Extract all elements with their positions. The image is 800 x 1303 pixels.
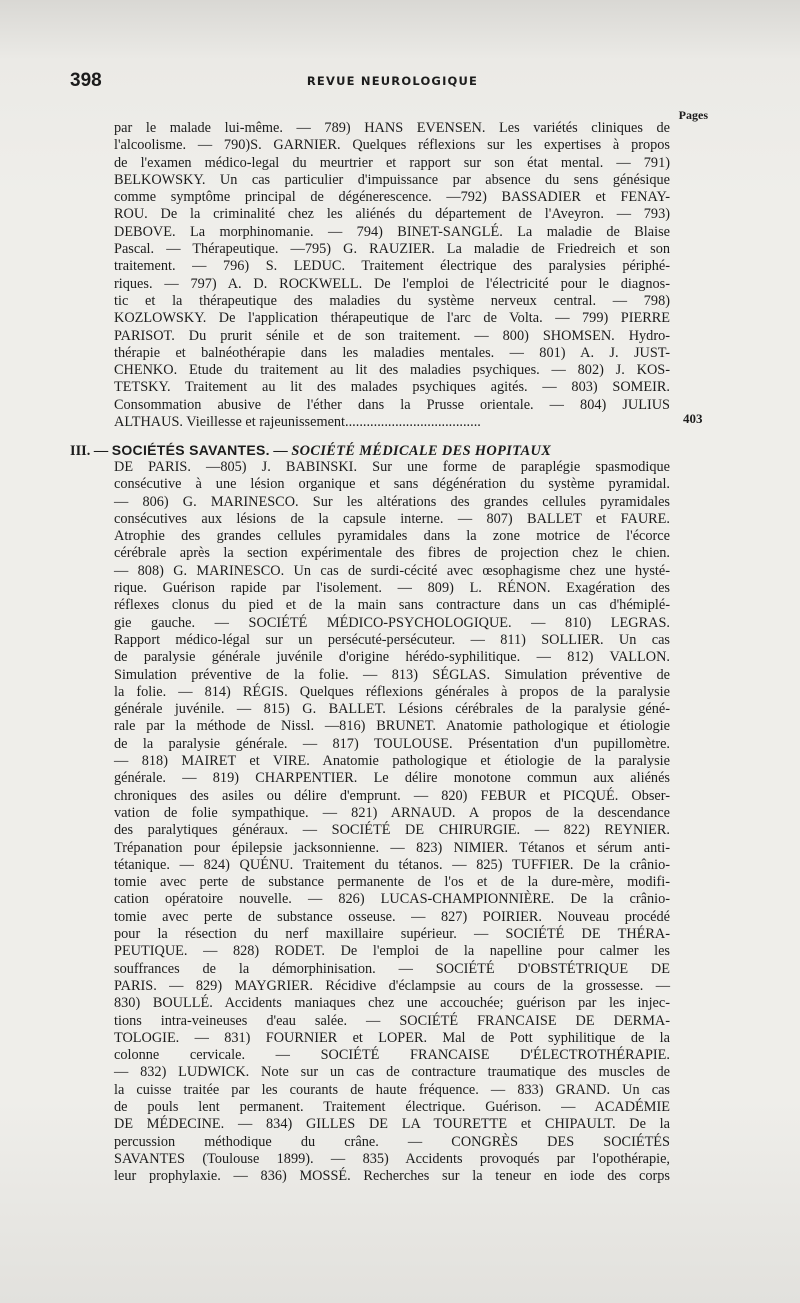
text-line: DE MÉDECINE. — 834) GILLES DE LA TOURETTE et CHIPAULT. De la (114, 1116, 670, 1133)
text-line: de paralysie générale juvénile d'origine hérédo-syphilitique. — 812) VALLON. (114, 649, 670, 666)
text-line: pour la résection du nerf maxillaire supérieur. — SOCIÉTÉ DE THÉRA- (114, 926, 670, 943)
text-line: — 832) LUDWICK. Note sur un cas de contracture traumatique des muscles de (114, 1064, 670, 1081)
text-line: rale par la méthode de Nissl. —816) BRUNET. Anatomie pathologique et étiologie (114, 718, 670, 735)
text-line: consécutives aux lésions de la capsule interne. — 807) BALLET et FAURE. (114, 510, 670, 527)
text-line: gie gauche. — SOCIÉTÉ MÉDICO-PSYCHOLOGIQUE. — 810) LEGRAS. (114, 614, 670, 631)
text-line: Trépanation pour épilepsie jacksonnienne. — 823) NIMIER. Tétanos et sérum anti- (114, 839, 670, 856)
text-line: cation opératoire nouvelle. — 826) LUCAS-CHAMPIONNIÈRE. De la crânio- (114, 891, 670, 908)
section-dash: — (269, 443, 292, 459)
text-line: thérapie et balnéothérapie dans les maladies mentales. — 801) A. J. JUST- (114, 344, 670, 361)
text-line: PEUTIQUE. — 828) RODET. De l'emploi de la napelline pour calmer les (114, 943, 670, 960)
text-line: PARISOT. Du prurit sénile et de son traitement. — 800) SHOMSEN. Hydro- (114, 327, 670, 344)
text-line: — 818) MAIRET et VIRE. Anatomie pathologique et étiologie de la paralysie (114, 753, 670, 770)
text-line: SAVANTES (Toulouse 1899). — 835) Accidents provoqués par l'opothérapie, (114, 1150, 670, 1167)
text-line: tomie avec perte de substance permanente de l'os et de la dure-mère, modifi- (114, 874, 670, 891)
text-line: cérébrale après la section expérimentale des fibres de projection chez le chien. (114, 545, 670, 562)
text-line: générale juvénile. — 815) G. BALLET. Lésions cérébrales de la paralysie géné- (114, 701, 670, 718)
contents-block-societes (114, 459, 670, 1185)
text-line: ROU. De la criminalité chez les aliénés du département de l'Aveyron. — 793) (114, 206, 670, 223)
page-number: 398 (70, 70, 102, 91)
text-line: Consommation abusive de l'éther dans la Prusse orientale. — 804) JULIUS (114, 396, 670, 413)
text-line: tions intra-veineuses d'eau salée. — SOCIÉTÉ FRANCAISE DE DERMA- (114, 1012, 670, 1029)
text-line: DEBOVE. La morphinomanie. — 794) BINET-SANGLÉ. La maladie de Blaise (114, 223, 670, 240)
text-line: KOZLOWSKY. De l'application thérapeutique de l'arc de Volta. — 799) PIERRE (114, 310, 670, 327)
text-line: souffrances de la démorphinisation. — SOCIÉTÉ D'OBSTÉTRIQUE DE (114, 960, 670, 977)
text-line: Simulation préventive de la folie. — 813) SÉGLAS. Simulation préventive de (114, 666, 670, 683)
text-line: de pouls lent permanent. Traitement électrique. Guérison. — ACADÉMIE (114, 1098, 670, 1115)
text-line: TETSKY. Traitement au lit des malades psychiques agités. — 803) SOMEIR. (114, 379, 670, 396)
section-title: SOCIÉTÉS SAVANTES. (111, 442, 270, 458)
running-head: REVUE NEUROLOGIQUE (306, 74, 479, 88)
text-line: tomie avec perte de substance osseuse. — 827) POIRIER. Nouveau procédé (114, 908, 670, 925)
text-line: de l'examen médico-legal du meurtrier et rapport sur son état mental. — 791) (114, 154, 670, 171)
text-line: de la paralysie générale. — 817) TOULOUSE. Présentation d'un pupillomètre. (114, 735, 670, 752)
pages-column-label: Pages (678, 108, 708, 122)
text-line: leur prophylaxie. — 836) MOSSÉ. Recherches sur la teneur en iode des corps (114, 1168, 670, 1185)
text-line: réflexes clonus du pied et de la main sans contracture dans un cas d'hémiplé- (114, 597, 670, 614)
page-reference: 403 (683, 411, 703, 426)
text-line: colonne cervicale. — SOCIÉTÉ FRANCAISE D'ÉLECTROTHÉRAPIE. (114, 1047, 670, 1064)
text-line: la cuisse traitée par les courants de haute fréquence. — 833) GRAND. Un cas (114, 1081, 670, 1098)
text-line: traitement. — 796) S. LEDUC. Traitement électrique des paralysies périphé- (114, 258, 670, 275)
text-line: tic et la thérapeutique des maladies du système nerveux central. — 798) (114, 292, 670, 309)
text-line: des paralytiques généraux. — SOCIÉTÉ DE CHIRURGIE. — 822) REYNIER. (114, 822, 670, 839)
text-line: BELKOWSKY. Un cas particulier d'impuissance par absence du sens génésique (114, 171, 670, 188)
text-line: — 808) G. MARINESCO. Un cas de surdi-cécité avec œsophagisme chez une hysté- (114, 562, 670, 579)
text-line: vation de folie sympathique. — 821) ARNAUD. A propos de la descendance (114, 804, 670, 821)
text-line: — 806) G. MARINESCO. Sur les altérations des grandes cellules pyramidales (114, 493, 670, 510)
text-line: l'alcoolisme. — 790)S. GARNIER. Quelques réflexions sur les expertises à propos (114, 137, 670, 154)
text-line: percussion méthodique du crâne. — CONGRÈS DES SOCIÉTÉS (114, 1133, 670, 1150)
text-line: Rapport médico-légal sur un persécuté-persécuteur. — 811) SOLLIER. Un cas (114, 631, 670, 648)
contents-block-therapeutique (114, 120, 670, 431)
text-line: PARIS. — 829) MAYGRIER. Récidive d'éclampsie au cours de la grossesse. — (114, 977, 670, 994)
text-line: comme symptôme principal de dégénerescence. —792) BASSADIER et FENAY- (114, 189, 670, 206)
text-line: riques. — 797) A. D. ROCKWELL. De l'emploi de l'électricité pour le diagnos- (114, 275, 670, 292)
society-name: SOCIÉTÉ MÉDICALE DES HOPITAUX (291, 443, 552, 459)
text-line: ALTHAUS. Vieillesse et rajeunissement...................................... (114, 414, 481, 431)
text-line: consécutive à une lésion organique et sans dégénération du système pyramidal. (114, 476, 670, 493)
text-line: tétanique. — 824) QUÉNU. Traitement du tétanos. — 825) TUFFIER. De la crânio- (114, 856, 670, 873)
text-line: CHENKO. Etude du traitement au lit des maladies psychiques. — 802) J. KOS- (114, 362, 670, 379)
text-line: par le malade lui-même. — 789) HANS EVENSEN. Les variétés cliniques de (114, 120, 670, 136)
text-line: 830) BOULLÉ. Accidents maniaques chez une accouchée; guérison par les injec- (114, 995, 670, 1012)
text-line: rique. Guérison rapide par l'isolement. — 809) L. RÉNON. Exagération des (114, 580, 670, 597)
section-heading (70, 442, 551, 459)
text-line: Pascal. — Thérapeutique. —795) G. RAUZIER. La maladie de Friedreich et son (114, 241, 670, 258)
text-line: TOLOGIE. — 831) FOURNIER et LOPER. Mal de Pott syphilitique de la (114, 1029, 670, 1046)
text-line: générale. — 819) CHARPENTIER. Le délire monotone commun aux aliénés (114, 770, 670, 787)
text-line: DE PARIS. —805) J. BABINSKI. Sur une forme de paraplégie spasmodique (114, 459, 670, 475)
section-number: III. — (70, 443, 109, 459)
page-header (70, 70, 715, 100)
text-line: la folie. — 814) RÉGIS. Quelques réflexions générales à propos de la paralysie (114, 683, 670, 700)
text-line: Atrophie des grandes cellules pyramidales dans la zone motrice de l'écorce (114, 528, 670, 545)
text-line: chroniques des asiles ou délire d'emprunt. — 820) FEBUR et PICQUÉ. Obser- (114, 787, 670, 804)
